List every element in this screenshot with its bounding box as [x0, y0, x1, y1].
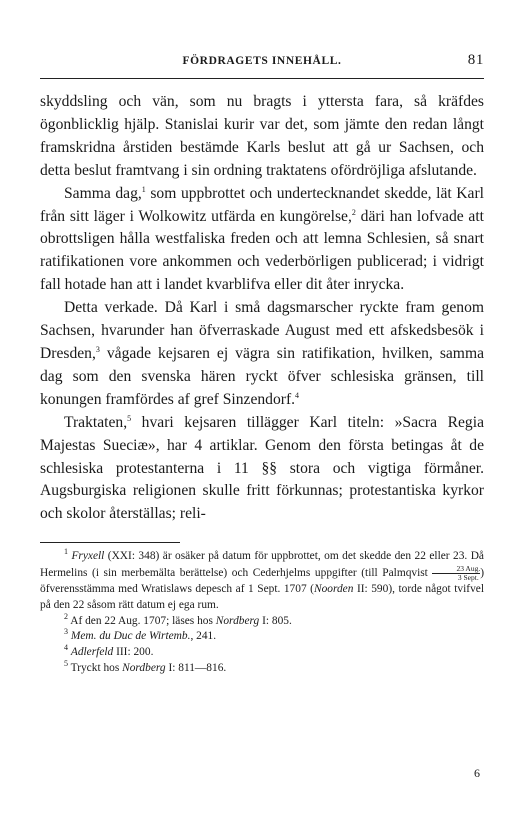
fraction-numerator: 23 Aug.	[432, 565, 480, 574]
footnote-1	[40, 549, 484, 613]
footnote-2-text-b: I: 805.	[259, 614, 292, 627]
footnote-rule	[40, 542, 180, 543]
running-head	[40, 52, 484, 72]
footnote-2	[40, 611, 484, 630]
paragraph-1: skyddsling och vän, som nu bragts i yttersta fara, så kräfdes ögonblicklig hjälp. Stanislai kurir var det, som jämte den redan långt framskridna årstiden bestämde Karls beslut att gå ur Sachsen, och detta beslut framtvang i sin ordning traktatens ofördröjliga afslutande.	[40, 93, 484, 179]
fraction-denominator: 3 Sept.	[457, 573, 479, 583]
paragraph-4-text-b: hvari kejsaren tillägger Karl titeln: »Sacra Regia Majestas Sueciæ», har 4 artiklar. Genom den första betingas åt de schlesiska protestanterna i 11 §§ stora och vigtiga förmåner. Augsburgiska religionen skulle fritt förkunnas; protestantiska kyrkor och skolor återställas; reli-	[40, 413, 484, 523]
paragraph-2	[40, 183, 484, 298]
footnote-4-text-b: III: 200.	[113, 646, 154, 659]
book-page	[40, 52, 484, 677]
footnote-1-text-b: ) öfverensstämma med Wratislaws depesch af 1 Sept. 1707 (	[40, 567, 484, 596]
footnote-1-text-a: (XXI: 348) är osäker på datum för uppbrottet, om det skedde den 22 eller 23. Då Hermelins (i sin merbemälta berättelse) och Cederhjelms uppgifter (till Palmqvist	[40, 550, 484, 580]
body-text	[40, 91, 484, 526]
paragraph-2-text-b: som uppbrottet och undertecknandet skedde, lät Karl från sitt läger i Wolkowitz utfärda en kungörelse,	[40, 184, 484, 225]
footnote-ref-5: 5	[127, 413, 132, 423]
paragraph-2-text-c: däri han lofvade att obrottsligen hålla westfaliska freden och att lemna Schlesien, så snart ratifikationen vore ankommen och vederbörligen publicerad; i vidrigt fall hotade han att i landet kvarblifva eller dit åter inrycka.	[40, 207, 485, 294]
printer-signature-mark: 6	[474, 766, 480, 780]
footnote-4	[40, 645, 484, 661]
footnote-ref-1: 1	[141, 184, 146, 194]
footnote-3-number: 3	[64, 627, 68, 637]
paragraph-3-text-b: vågade kejsaren ej vägra sin ratifikation, hvilken, samma dag som den svenska hären ryckt öfver schlesiska gränsen, till konungen framfördes af gref Sinzendorf.	[40, 344, 484, 408]
footnote-5-text-a: Tryckt hos	[68, 662, 123, 674]
footnote-1-author: Fryxell	[71, 550, 105, 563]
footnote-4-source: Adlerfeld	[70, 646, 114, 659]
footnote-2-text-a: Af den 22 Aug. 1707; läses hos	[68, 614, 216, 627]
footnote-5-number: 5	[64, 659, 68, 669]
paragraph-2-text-a: Samma dag,	[64, 184, 142, 202]
footnote-3-text-b: , 241.	[190, 630, 217, 643]
footnote-ref-4: 4	[295, 390, 300, 400]
date-fraction	[432, 565, 480, 582]
footnote-4-number: 4	[64, 643, 68, 653]
footnote-ref-2: 2	[351, 207, 356, 217]
running-title: FÖRDRAGETS INNEHÅLL.	[182, 55, 342, 67]
footnote-1-source: Noorden	[313, 583, 354, 596]
page-number: 81	[467, 52, 484, 68]
footnotes	[40, 549, 484, 677]
paragraph-3-text-a: Detta verkade. Då Karl i små dagsmarscher ryckte fram genom Sachsen, hvarunder han öfverraskade August med ett afskedsbesök i Dresden,	[40, 299, 484, 362]
footnote-2-number: 2	[64, 611, 68, 621]
paragraph-4	[40, 412, 484, 527]
paragraph-3	[40, 297, 484, 412]
footnote-5-source: Nordberg	[122, 662, 166, 674]
footnote-1-text-c: II: 590), torde något tvifvel på den 22 såsom rätt datum ej ega rum.	[40, 583, 484, 611]
footnote-2-source: Nordberg	[215, 614, 260, 627]
header-rule	[40, 78, 484, 79]
footnote-3	[40, 629, 484, 645]
footnote-ref-3: 3	[95, 344, 100, 354]
paragraph-4-text-a: Traktaten,	[64, 413, 128, 431]
footnote-3-source: Mem. du Duc de Wirtemb.	[70, 630, 191, 643]
footnote-1-number: 1	[64, 547, 68, 557]
footnote-5	[40, 661, 484, 677]
footnote-5-text-b: I: 811—816.	[165, 662, 227, 674]
